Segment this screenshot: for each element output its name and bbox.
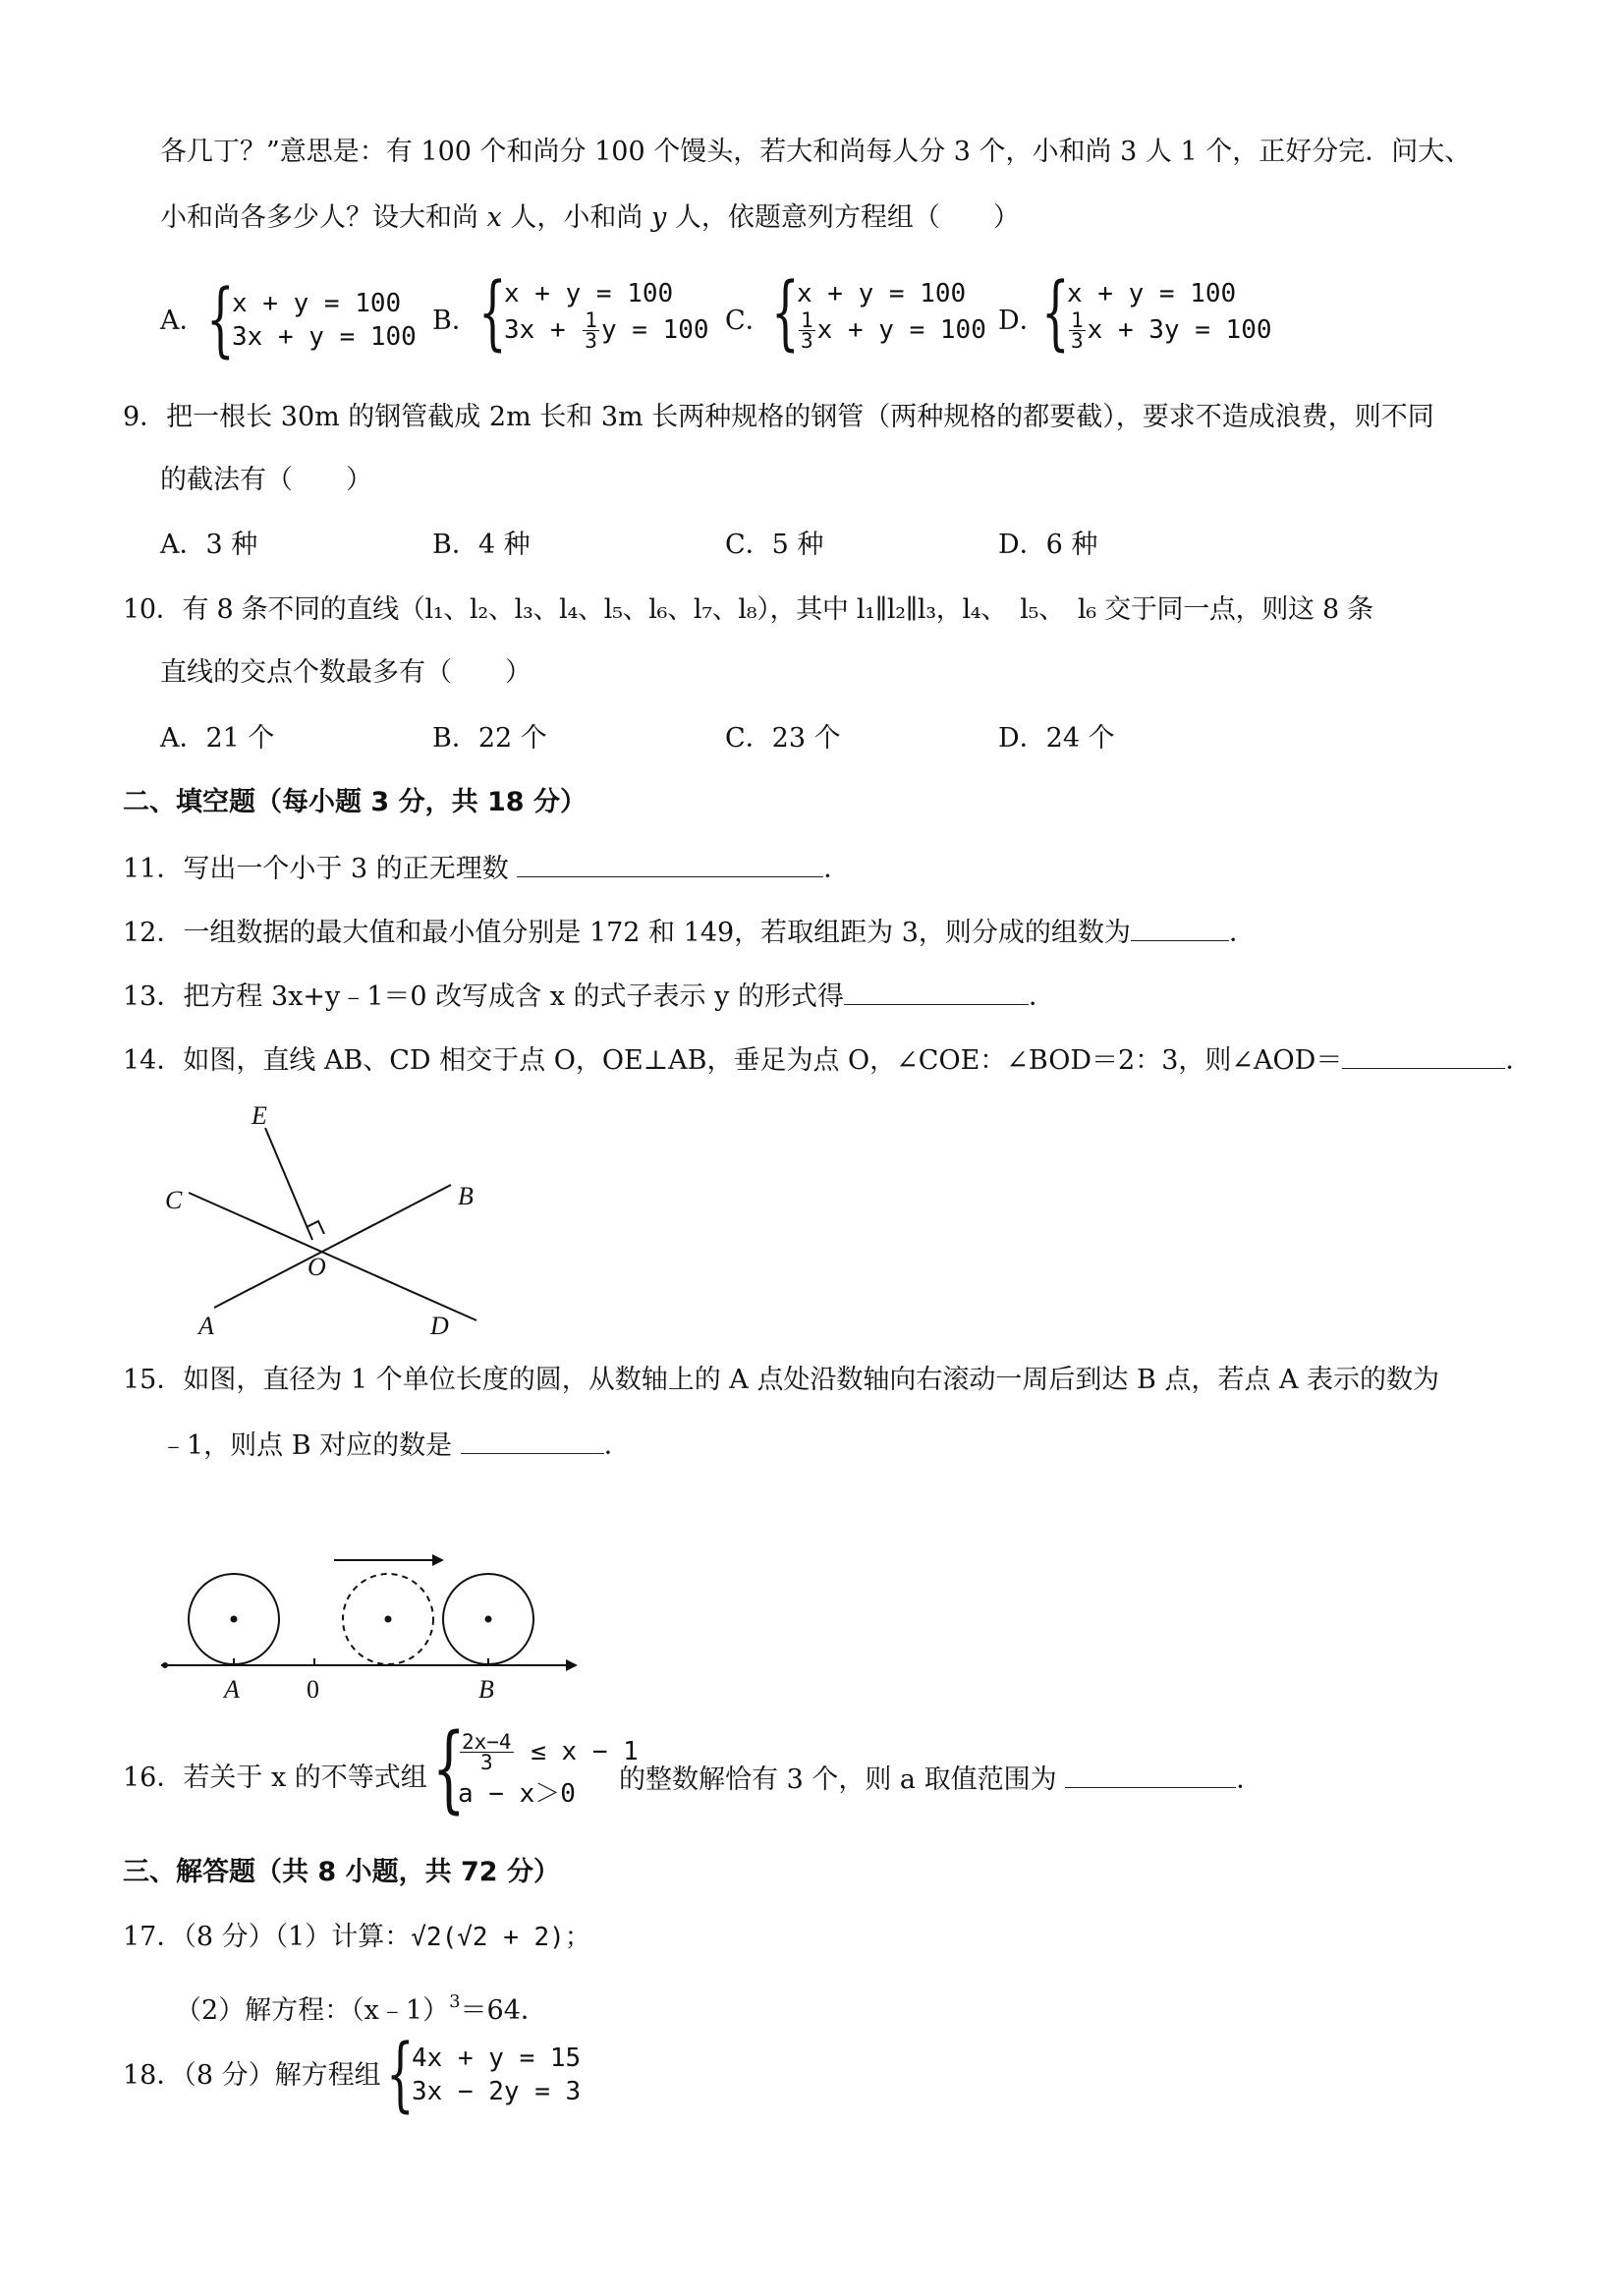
q8-d-eq2-b: x + 3y = 100 <box>1087 314 1272 345</box>
q8-var-x: x <box>486 202 502 233</box>
q9-line2: 的截法有（ ） <box>160 465 372 495</box>
q8-option-c-system <box>771 266 986 360</box>
brace-icon: { <box>432 1713 466 1823</box>
q10-option-a: A．21 个 <box>160 723 275 754</box>
section-solution-heading: 三、解答题（共 8 小题，共 72 分） <box>123 1857 560 1887</box>
brace-icon: { <box>771 266 800 360</box>
q14-end: ． <box>1505 1045 1533 1076</box>
q17-part1-text: 17．（8 分）（1）计算： <box>123 1922 412 1952</box>
q15-answer-blank[interactable] <box>461 1428 604 1454</box>
label-d: D <box>430 1312 449 1340</box>
circle-rolling-center <box>385 1616 392 1623</box>
q17-part2-text: （2）解方程：（x﹣1） <box>175 1995 450 2026</box>
label-a: A <box>198 1312 214 1340</box>
q9-option-d: D．6 种 <box>998 530 1098 560</box>
brace-icon: { <box>206 273 235 366</box>
q8-c-eq2 <box>797 310 986 351</box>
q11-text: 11．写出一个小于 3 的正无理数 <box>123 854 509 884</box>
q12-text: 12．一组数据的最大值和最小值分别是 172 和 149，若取组距为 3，则分成的组数为 <box>123 918 1131 948</box>
q9-option-a: A．3 种 <box>160 530 258 560</box>
fraction <box>460 1732 514 1772</box>
q8-option-a-system <box>206 273 417 366</box>
q18-eq2: 3x − 2y = 3 <box>412 2077 582 2106</box>
q8-c-eq1: x + y = 100 <box>797 278 967 308</box>
q14-intersecting-lines-figure <box>157 1098 491 1344</box>
label-a: A <box>224 1675 240 1704</box>
q8-option-d-label: D． <box>998 306 1046 336</box>
q15-rolling-circle-figure <box>147 1542 589 1709</box>
line-cd <box>189 1193 476 1320</box>
frac-numerator: 1 <box>585 308 597 332</box>
q13-answer-blank[interactable] <box>844 979 1029 1005</box>
q9-line1: 9．把一根长 30m 的钢管截成 2m 长和 3m 长两种规格的钢管（两种规格的都要截），要求不造成浪费，则不同 <box>123 402 1434 432</box>
q8-d-eq1: x + y = 100 <box>1067 278 1237 308</box>
brace-icon: { <box>478 266 507 360</box>
circle-end-center <box>485 1616 492 1623</box>
axis-start-dot <box>162 1662 168 1668</box>
q8-option-b-system <box>478 266 709 360</box>
axis-arrow-icon <box>566 1659 578 1671</box>
ray-oe <box>265 1128 312 1240</box>
q17-exponent: 3 <box>449 1991 461 2012</box>
q8-line2-text-a: 小和尚各多少人？设大和尚 <box>160 202 487 233</box>
q8-b-eq2-a: 3x + <box>504 314 582 345</box>
q15-line1: 15．如图，直径为 1 个单位长度的圆，从数轴上的 A 点处沿数轴向右滚动一周后到达 B 点，若点 A 表示的数为 <box>123 1365 1440 1395</box>
q16-ineq2: a − x＞0 <box>458 1779 576 1809</box>
label-o: O <box>308 1253 326 1281</box>
frac-numerator: 2x−4 <box>462 1730 512 1754</box>
q17-part2 <box>175 1986 547 2028</box>
q18-prefix: 18．（8 分）解方程组 <box>123 2060 381 2091</box>
label-zero: 0 <box>307 1675 319 1704</box>
q9-option-b: B．4 种 <box>432 530 531 560</box>
q14-text: 14．如图，直线 AB、CD 相交于点 O，OE⊥AB，垂足为点 O，∠COE：∠BOD＝2：3，则∠AOD＝ <box>123 1045 1343 1076</box>
q8-d-eq2 <box>1067 310 1272 351</box>
q12-answer-blank[interactable] <box>1131 915 1229 941</box>
q13-text: 13．把方程 3x+y﹣1＝0 改写成含 x 的式子表示 y 的形式得 <box>123 981 844 1012</box>
q16-prefix: 16．若关于 x 的不等式组 <box>123 1763 427 1793</box>
q13 <box>123 979 1055 1014</box>
q8-var-y: y <box>651 202 667 233</box>
circle-start-center <box>231 1616 238 1623</box>
q12 <box>123 915 1256 950</box>
q17-part1-math: √2(√2 + 2)； <box>411 1923 590 1952</box>
q11-end: ． <box>823 854 851 884</box>
q15-line2 <box>160 1428 631 1463</box>
arrow-right-icon <box>432 1554 444 1566</box>
q11-answer-blank[interactable] <box>517 851 823 877</box>
q8-b-eq1: x + y = 100 <box>504 278 674 308</box>
label-c: C <box>165 1186 183 1214</box>
section-fill-in-heading: 二、填空题（每小题 3 分，共 18 分） <box>123 787 587 817</box>
q15-line2-text: ﹣1，则点 B 对应的数是 <box>160 1430 453 1461</box>
frac-denominator: 3 <box>1071 328 1084 353</box>
brace-icon: { <box>386 2028 415 2121</box>
line-ab <box>214 1185 451 1308</box>
frac-denominator: 3 <box>585 328 597 353</box>
q17-part2-end: ＝64． <box>460 1995 547 2026</box>
q8-line2-text-b: 人，小和尚 <box>501 202 651 233</box>
q16-answer-blank[interactable] <box>1065 1762 1236 1788</box>
fraction <box>583 310 599 351</box>
label-b: B <box>478 1675 494 1704</box>
q14 <box>123 1042 1532 1078</box>
q10-option-c: C．23 个 <box>725 723 841 754</box>
q10-line1: 10．有 8 条不同的直线（l₁、l₂、l₃、l₄、l₅、l₆、l₇、l₈），其中 l₁∥l₂∥l₃，l₄、 l₅、 l₆ 交于同一点，则这 8 条 <box>123 594 1373 625</box>
q16-suffix <box>619 1762 1262 1797</box>
q16-ineq1-rest: ≤ x − 1 <box>531 1737 639 1766</box>
q18-equation-system <box>386 2028 582 2121</box>
q8-option-a-label: A． <box>160 306 206 336</box>
label-b: B <box>458 1182 474 1210</box>
q17-part1 <box>123 1921 590 1954</box>
label-e: E <box>252 1101 267 1130</box>
brace-icon: { <box>1041 266 1070 360</box>
frac-numerator: 1 <box>1071 308 1084 332</box>
q11 <box>123 851 850 886</box>
q16-end: ． <box>1236 1764 1263 1795</box>
q8-line2 <box>160 201 1020 235</box>
fraction <box>1069 310 1086 351</box>
q12-end: ． <box>1228 918 1256 948</box>
frac-denominator: 3 <box>801 328 813 353</box>
q8-option-c-label: C． <box>725 306 772 336</box>
fraction <box>799 310 815 351</box>
q15-end: ． <box>603 1430 631 1461</box>
q16-ineq1 <box>458 1726 639 1777</box>
q16-post-text: 的整数解恰有 3 个，则 a 取值范围为 <box>619 1764 1057 1795</box>
q16-inequality-system <box>432 1713 639 1823</box>
q8-option-d-system <box>1041 266 1272 360</box>
q8-b-eq2-b: y = 100 <box>600 314 709 345</box>
frac-denominator: 3 <box>479 1751 493 1774</box>
q14-answer-blank[interactable] <box>1342 1042 1505 1069</box>
q9-option-c: C．5 种 <box>725 530 824 560</box>
q8-c-eq2-b: x + y = 100 <box>816 314 986 345</box>
q8-line2-text-c: 人，依题意列方程组（ ） <box>666 202 1020 233</box>
q10-option-b: B．22 个 <box>432 723 547 754</box>
q10-line2: 直线的交点个数最多有（ ） <box>160 657 532 688</box>
q8-a-eq1: x + y = 100 <box>232 289 402 318</box>
q8-option-b-label: B． <box>432 306 478 336</box>
q13-end: ． <box>1028 981 1055 1012</box>
q8-line1: 各几丁？”意思是：有 100 个和尚分 100 个馒头，若大和尚每人分 3 个，小和尚 3 人 1 个，正好分完．问大、 <box>160 137 1472 167</box>
q8-a-eq2: 3x + y = 100 <box>232 322 417 352</box>
frac-numerator: 1 <box>801 308 813 332</box>
q10-option-d: D．24 个 <box>998 723 1115 754</box>
q18-eq1: 4x + y = 15 <box>412 2044 582 2073</box>
q8-b-eq2 <box>504 310 709 351</box>
